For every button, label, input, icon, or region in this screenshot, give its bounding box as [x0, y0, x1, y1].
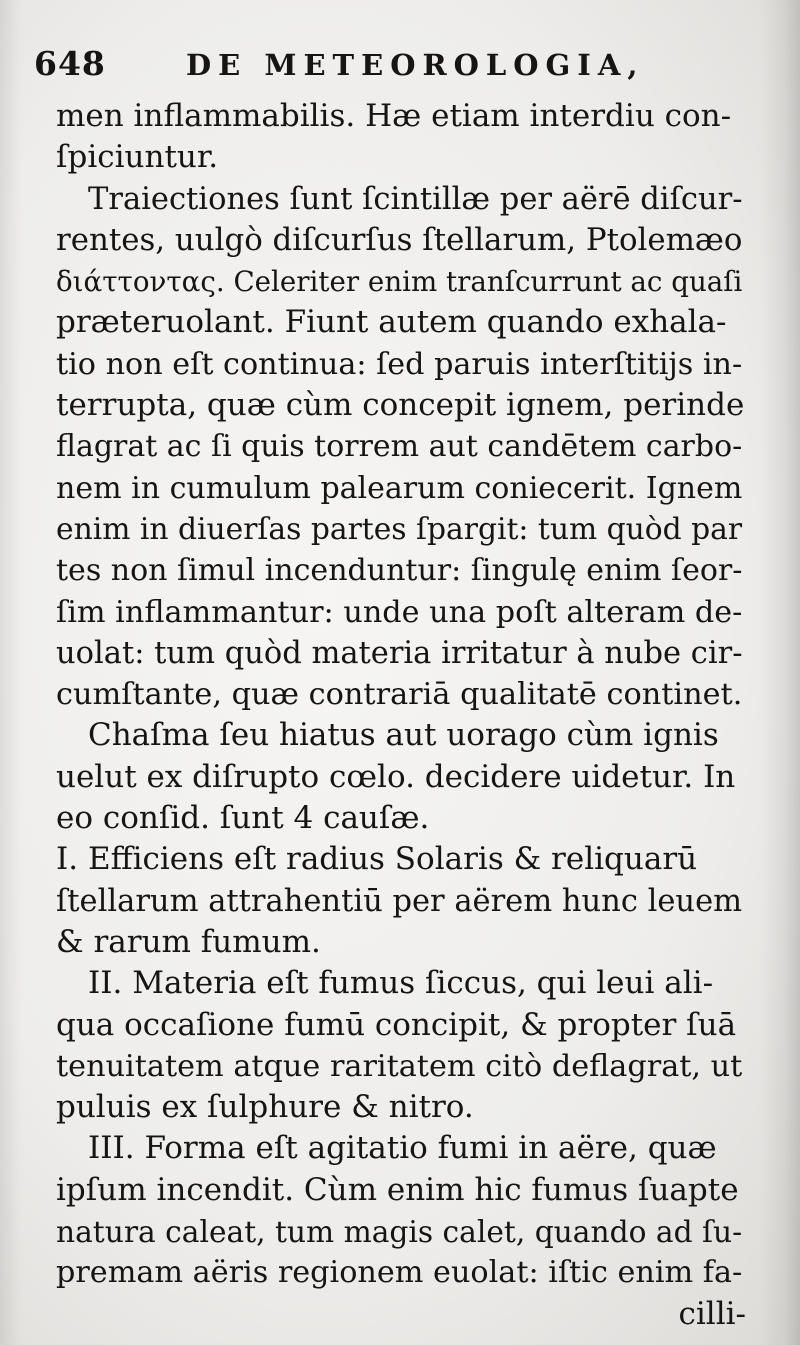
- text-line: tio non eſt continua: ſed paruis interſtitijs in-: [56, 346, 743, 382]
- text-line: διάττοντας. Celeriter enim tranſcurrunt ac quaſi: [56, 265, 743, 299]
- page-number: 648: [34, 44, 106, 83]
- paragraph-start-line: Traiectiones ſunt ſcintillæ per aërē diſcur-: [88, 181, 743, 217]
- text-line: cumſtante, quæ contrariā qualitatē continet.: [56, 677, 743, 713]
- numbered-item-line: II. Materia eſt fumus ſiccus, qui leui ali-: [88, 965, 714, 1002]
- paragraph-start-line: Chaſma ſeu hiatus aut uorago cùm ignis: [88, 717, 719, 754]
- text-line: natura caleat, tum magis calet, quando ad ſu-: [56, 1214, 743, 1250]
- text-line: premam aëris regionem euolat: iſtic enim fa-: [56, 1255, 743, 1291]
- text-line: præteruolant. Fiunt autem quando exhala-: [56, 304, 727, 341]
- catchword: cilli-: [678, 1295, 746, 1332]
- text-line: nem in cumulum palearum coniecerit. Ignem: [56, 470, 743, 506]
- text-line: ſim inflammantur: unde una poſt alteram de-: [56, 594, 743, 630]
- text-line: eo conſid. ſunt 4 cauſæ.: [56, 800, 430, 837]
- text-line: uolat: tum quòd materia irritatur à nube cir-: [56, 635, 743, 671]
- text-line: ipſum incendit. Cùm enim hic fumus ſuapte: [56, 1171, 739, 1208]
- text-line: ſpiciuntur.: [56, 139, 219, 176]
- text-line: puluis ex ſulphure & nitro.: [56, 1089, 474, 1126]
- numbered-item-line: I. Efficiens eſt radius Solaris & reliquarū: [56, 841, 698, 878]
- text-line: tes non ſimul incenduntur: ſingulę enim ſeor-: [56, 553, 743, 589]
- page-edge-shadow-left: [0, 0, 22, 1345]
- text-line: tenuitatem atque raritatem citò deflagrat, ut: [56, 1048, 743, 1084]
- text-line: men inflammabilis. Hæ etiam interdiu con-: [56, 98, 732, 134]
- text-line: flagrat ac ſi quis torrem aut candētem carbo-: [56, 429, 743, 465]
- text-line: rentes, uulgò diſcurſus ſtellarum, Ptolemæo: [56, 221, 743, 258]
- text-line: ſtellarum attrahentiū per aërem hunc leuem: [56, 883, 743, 919]
- text-line: qua occaſione fumū concipit, & propter ſuā: [56, 1006, 737, 1043]
- text-line: uelut ex diſrupto cœlo. decidere uidetur. In: [56, 758, 736, 795]
- text-line: enim in diuerſas partes ſpargit: tum quòd par: [56, 511, 743, 547]
- body-text: [56, 96, 746, 1335]
- page-edge-shadow-right: [760, 0, 800, 1345]
- text-line: & rarum fumum.: [56, 923, 321, 960]
- numbered-item-line: III. Forma eſt agitatio fumi in aëre, quæ: [88, 1130, 717, 1167]
- page-header: [34, 44, 754, 100]
- text-line: terrupta, quæ cùm concepit ignem, perinde: [56, 387, 745, 424]
- running-title: DE METEOROLOGIA,: [186, 48, 645, 82]
